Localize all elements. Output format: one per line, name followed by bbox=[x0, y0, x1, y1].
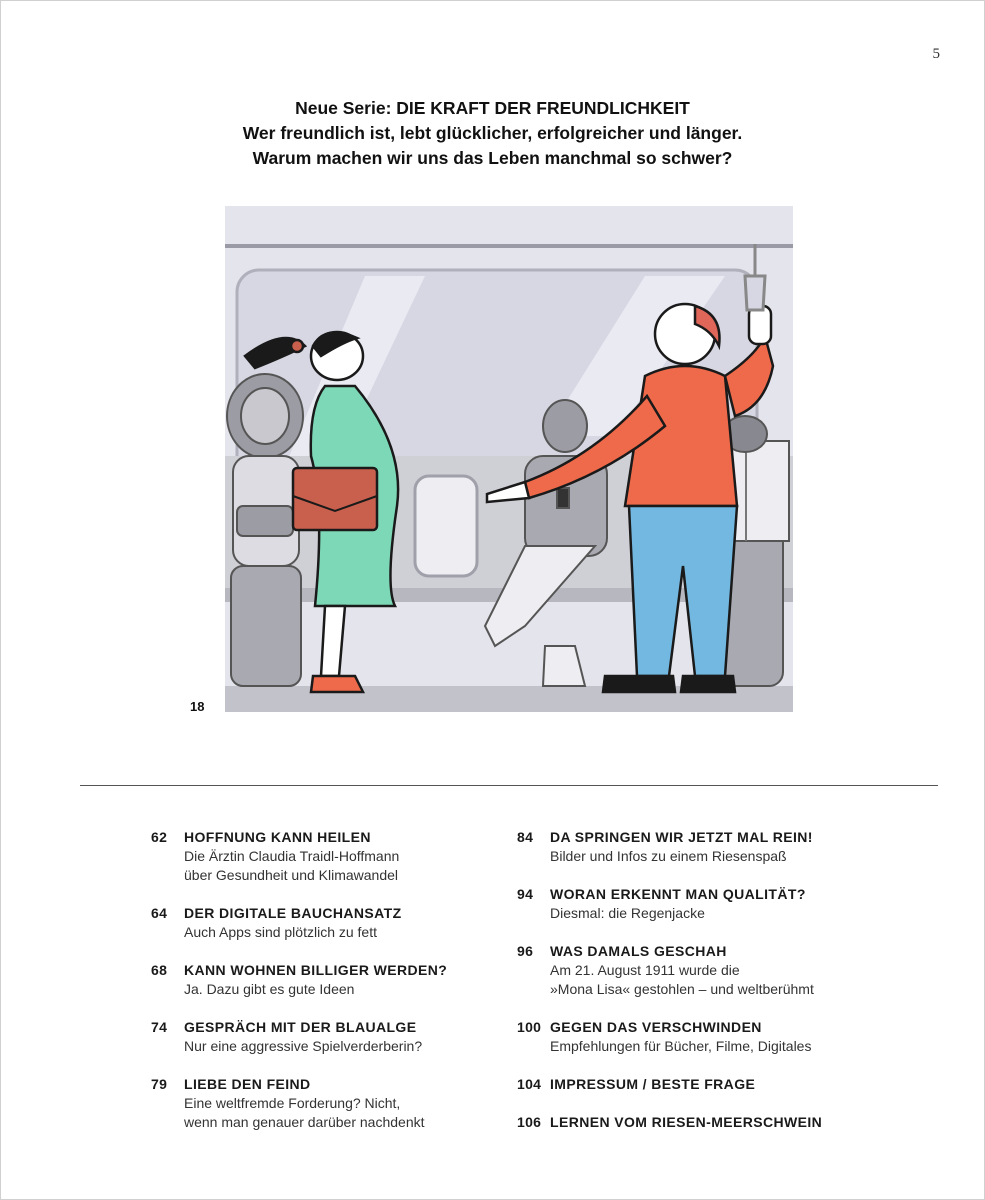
toc-description: Bilder und Infos zu einem Riesenspaß bbox=[550, 848, 787, 864]
toc-title: LERNEN VOM RIESEN-MEERSCHWEIN bbox=[550, 1114, 823, 1130]
toc-page-number: 79 bbox=[151, 1076, 168, 1092]
toc-description: Empfehlungen für Bücher, Filme, Digitales bbox=[550, 1038, 812, 1054]
toc-description: über Gesundheit und Klimawandel bbox=[184, 867, 399, 883]
toc-page-number: 94 bbox=[517, 886, 534, 902]
toc-entry[interactable] bbox=[151, 828, 551, 885]
toc-description: Am 21. August 1911 wurde die bbox=[550, 962, 740, 978]
toc-page-number: 84 bbox=[517, 829, 534, 845]
seated-passenger-left bbox=[227, 374, 303, 686]
headline-line-3: Warum machen wir uns das Leben manchmal so schwer? bbox=[252, 148, 733, 168]
toc-entry[interactable] bbox=[517, 828, 917, 866]
toc-title: WORAN ERKENNT MAN QUALITÄT? bbox=[550, 886, 806, 902]
bag bbox=[293, 468, 377, 530]
toc-description: Ja. Dazu gibt es gute Ideen bbox=[184, 981, 355, 997]
toc-entry[interactable] bbox=[517, 942, 917, 999]
feature-headline[interactable] bbox=[80, 96, 905, 171]
toc-entry[interactable] bbox=[151, 904, 551, 942]
toc-page-number: 62 bbox=[151, 829, 168, 845]
toc-page-number: 104 bbox=[517, 1076, 542, 1092]
illustration-page-ref[interactable]: 18 bbox=[190, 699, 205, 714]
headline-line-1: Neue Serie: DIE KRAFT DER FREUNDLICHKEIT bbox=[295, 98, 690, 118]
toc-title: IMPRESSUM / BESTE FRAGE bbox=[550, 1076, 756, 1092]
toc-title: HOFFNUNG KANN HEILEN bbox=[184, 829, 371, 845]
toc-description: Auch Apps sind plötzlich zu fett bbox=[184, 924, 377, 940]
toc-page-number: 64 bbox=[151, 905, 168, 921]
toc-entry[interactable] bbox=[151, 1018, 551, 1056]
toc-entry[interactable] bbox=[151, 1075, 551, 1132]
toc-entry[interactable] bbox=[517, 1018, 917, 1056]
ceiling-rail bbox=[225, 244, 793, 248]
subway-courtesy-illustration[interactable] bbox=[225, 206, 793, 712]
toc-column-left bbox=[151, 828, 551, 1151]
headline-line-2: Wer freundlich ist, lebt glücklicher, erfolgreicher und länger. bbox=[242, 123, 743, 143]
toc-title: DER DIGITALE BAUCHANSATZ bbox=[184, 905, 402, 921]
toc-page-number: 74 bbox=[151, 1019, 168, 1035]
section-divider bbox=[80, 785, 938, 786]
toc-title: WAS DAMALS GESCHAH bbox=[550, 943, 727, 959]
toc-title: GEGEN DAS VERSCHWINDEN bbox=[550, 1019, 762, 1035]
toc-page-number: 106 bbox=[517, 1114, 542, 1130]
toc-entry[interactable] bbox=[151, 961, 551, 999]
toc-description: Eine weltfremde Forderung? Nicht, bbox=[184, 1095, 401, 1111]
toc-description: Die Ärztin Claudia Traidl-Hoffmann bbox=[184, 848, 400, 864]
toc-description: wenn man genauer darüber nachdenkt bbox=[184, 1114, 425, 1130]
toc-description: Diesmal: die Regenjacke bbox=[550, 905, 705, 921]
toc-title: GESPRÄCH MIT DER BLAUALGE bbox=[184, 1019, 417, 1035]
toc-title: LIEBE DEN FEIND bbox=[184, 1076, 311, 1092]
toc-page-number: 68 bbox=[151, 962, 168, 978]
toc-title: KANN WOHNEN BILLIGER WERDEN? bbox=[184, 962, 448, 978]
toc-entry[interactable] bbox=[517, 1113, 917, 1132]
toc-entry[interactable] bbox=[517, 885, 917, 923]
page-number: 5 bbox=[932, 46, 940, 62]
toc-description: Nur eine aggressive Spielverderberin? bbox=[184, 1038, 423, 1054]
seat-divider bbox=[415, 476, 477, 576]
toc-description: »Mona Lisa« gestohlen – und weltberühmt bbox=[550, 981, 814, 997]
toc-page-number: 100 bbox=[517, 1019, 542, 1035]
toc-column-right bbox=[517, 828, 917, 1151]
toc-title: DA SPRINGEN WIR JETZT MAL REIN! bbox=[550, 829, 813, 845]
toc-page-number: 96 bbox=[517, 943, 534, 959]
toc-entry[interactable] bbox=[517, 1075, 917, 1094]
